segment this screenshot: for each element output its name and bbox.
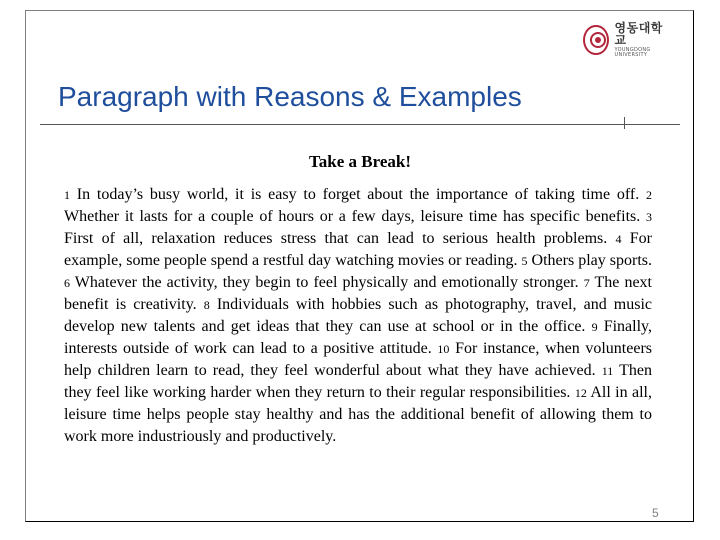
sentence-text: Individuals with hobbies such as photography, travel, and music develop new talents and get ideas that they can use at school or in the office.: [64, 296, 653, 335]
sentence-number: 4: [615, 232, 622, 246]
sentence: [64, 186, 646, 203]
sentence-text: In today’s busy world, it is easy to forget about the importance of taking time off.: [70, 186, 646, 203]
page-number: 5: [652, 506, 659, 520]
sentence-text: Whether it lasts for a couple of hours or a few days, leisure time has specific benefits.: [64, 208, 646, 225]
paragraph-heading: Take a Break!: [308, 152, 412, 171]
sentence-number: 8: [203, 298, 210, 312]
sentence-number: 5: [521, 254, 528, 268]
sentence-number: 9: [591, 320, 598, 334]
sentence-text: Then they feel like working harder when they return to their regular responsibilities.: [64, 362, 652, 401]
sentence-text: Whatever the activity, they begin to feel physically and emotionally stronger.: [70, 274, 584, 291]
sentence-number: 10: [437, 342, 450, 356]
sentence-number: 1: [64, 188, 70, 202]
title-underline: [40, 124, 680, 125]
sentence-number: 6: [64, 276, 70, 290]
sentence-text: All in all, leisure time helps people stay healthy and has the additional benefit of allowing them to work more industriously and productively.: [64, 384, 653, 445]
sentence-text: Finally, interests outside of work can lead to a positive attitude.: [64, 318, 652, 357]
title-rule-tick: [624, 117, 625, 129]
logo-name-korean: 영동대학교: [614, 21, 663, 47]
sentence-text: For instance, when volunteers help children learn to read, they feel wonderful about what they have achieved.: [64, 340, 653, 379]
sentence-number: 2: [646, 188, 652, 202]
logo-text: [615, 22, 673, 58]
university-seal-icon: [583, 25, 609, 55]
sentence: [521, 252, 652, 269]
slide-title: Paragraph with Reasons & Examples: [58, 81, 522, 112]
university-logo: [583, 22, 673, 58]
sentence-number: 7: [583, 276, 590, 290]
paragraph-body: [64, 184, 652, 448]
sentence: [64, 274, 584, 291]
sentence-text: For example, some people spend a restful day watching movies or reading.: [64, 230, 652, 269]
sentence-text: The next benefit is creativity.: [64, 274, 652, 313]
sentence-number: 3: [646, 210, 652, 224]
sentence-number: 12: [574, 386, 587, 400]
sentence-text: Others play sports.: [527, 252, 652, 269]
logo-name-english: YOUNGDONG UNIVERSITY: [614, 47, 651, 58]
sentence-text: First of all, relaxation reduces stress that can lead to serious health problems.: [64, 230, 616, 247]
sentence-number: 11: [601, 364, 614, 378]
